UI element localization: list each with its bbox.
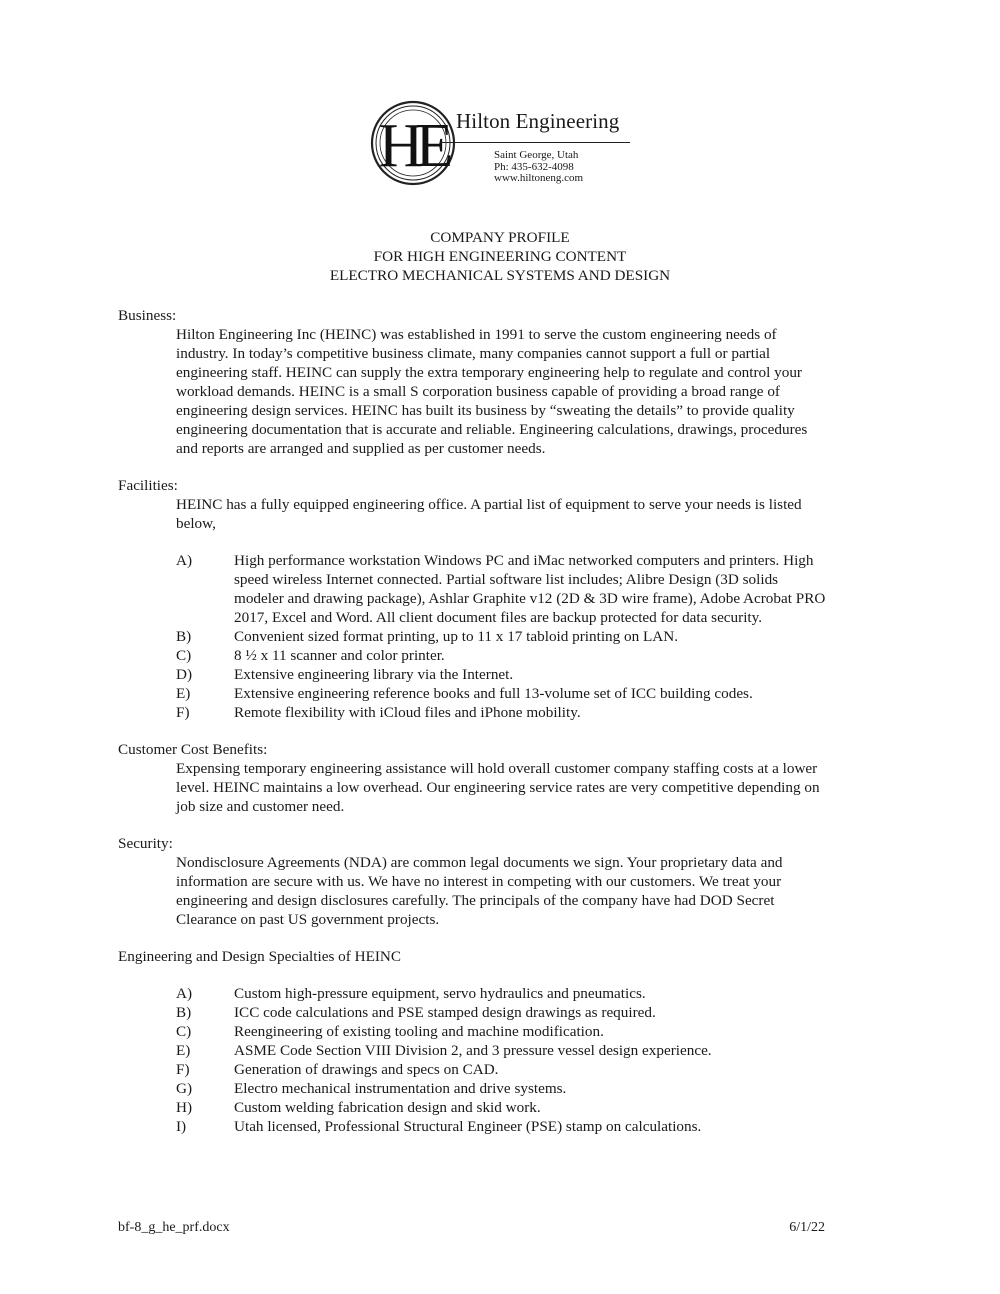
title-line: COMPANY PROFILE <box>430 229 570 246</box>
list-item-text: ICC code calculations and PSE stamped design drawings as required. <box>234 1004 656 1021</box>
list-item <box>176 1022 888 1041</box>
list-letter: A) <box>176 552 193 569</box>
list-letter: I) <box>176 1118 187 1135</box>
business-paragraph <box>176 325 888 458</box>
footer-date: 6/1/22 <box>789 1220 825 1235</box>
list-item-text: Custom welding fabrication design and skid work. <box>234 1099 541 1116</box>
list-item <box>176 1098 888 1117</box>
list-item <box>176 627 888 646</box>
footer-filename: bf-8_g_he_prf.docx <box>118 1220 230 1235</box>
list-letter: B) <box>176 628 192 645</box>
text-line: speed wireless Internet connected. Partial software list includes; Alibre Design (3D solids <box>234 571 779 588</box>
list-item <box>176 1079 888 1098</box>
text-line: engineering and design disclosures carefully. The principals of the company have had DOD Secret <box>176 892 775 909</box>
text-line: engineering documentation that is accurate and reliable. Engineering calculations, drawings, procedures <box>176 421 808 438</box>
text-line: Expensing temporary engineering assistance will hold overall customer company staffing costs at a lower <box>176 760 818 777</box>
letterhead <box>368 96 638 191</box>
list-item <box>176 684 888 703</box>
facilities-list <box>118 551 888 722</box>
list-item <box>176 551 888 627</box>
cost-benefits-paragraph <box>176 759 888 816</box>
text-line: HEINC has a fully equipped engineering office. A partial list of equipment to serve your needs is listed <box>176 496 802 513</box>
text-line: job size and customer need. <box>176 798 345 815</box>
list-item <box>176 1117 888 1136</box>
text-line: Clearance on past US government projects. <box>176 911 440 928</box>
list-item-text <box>234 551 888 627</box>
company-name: Hilton Engineering <box>456 109 620 133</box>
list-item-text: Generation of drawings and specs on CAD. <box>234 1061 499 1078</box>
text-line: Nondisclosure Agreements (NDA) are common legal documents we sign. Your proprietary data and <box>176 854 783 871</box>
facilities-heading: Facilities: <box>118 477 178 494</box>
list-letter: F) <box>176 704 190 721</box>
list-item-text: Convenient sized format printing, up to 11 x 17 tabloid printing on LAN. <box>234 628 679 645</box>
list-letter: D) <box>176 666 193 683</box>
letterhead-rule <box>440 142 630 143</box>
text-line: Hilton Engineering Inc (HEINC) was established in 1991 to serve the custom engineering needs of <box>176 326 777 343</box>
specialties-heading: Engineering and Design Specialties of HEINC <box>118 948 402 965</box>
specialties-list <box>118 984 888 1136</box>
list-item <box>176 984 888 1003</box>
security-paragraph <box>176 853 888 929</box>
text-line: level. HEINC maintains a low overhead. Our engineering service rates are very competitive depending on <box>176 779 820 796</box>
text-line: modeler and drawing package), Ashlar Graphite v12 (2D & 3D wire frame), Adobe Acrobat PRO <box>234 590 826 607</box>
list-item <box>176 703 888 722</box>
list-item-text: Reengineering of existing tooling and machine modification. <box>234 1023 604 1040</box>
text-line: 2017, Excel and Word. All client document files are backup protected for data security. <box>234 609 763 626</box>
contact-phone: Ph: 435-632-4098 <box>494 160 574 173</box>
contact-city: Saint George, Utah <box>494 149 579 161</box>
list-letter: E) <box>176 685 191 702</box>
text-line: information are secure with us. We have no interest in competing with our customers. We treat your <box>176 873 782 890</box>
list-item <box>176 1041 888 1060</box>
list-item-text: Custom high-pressure equipment, servo hydraulics and pneumatics. <box>234 985 646 1002</box>
title-line: ELECTRO MECHANICAL SYSTEMS AND DESIGN <box>329 267 671 284</box>
document-title <box>0 228 1000 285</box>
list-letter: C) <box>176 1023 192 1040</box>
text-line: below, <box>176 515 216 532</box>
logo-letters: HE <box>378 112 446 180</box>
list-item-text: Electro mechanical instrumentation and drive systems. <box>234 1080 567 1097</box>
text-line: engineering staff. HEINC can supply the extra temporary engineering help to regulate and control your <box>176 364 802 381</box>
list-item <box>176 1060 888 1079</box>
text-line: engineering design services. HEINC has built its business by “sweating the details” to provide quality <box>176 402 795 419</box>
list-item <box>176 646 888 665</box>
business-heading: Business: <box>118 307 177 324</box>
text-line: and reports are arranged and supplied as per customer needs. <box>176 440 546 457</box>
document-body <box>118 306 888 1136</box>
list-item-text: Utah licensed, Professional Structural Engineer (PSE) stamp on calculations. <box>234 1118 702 1135</box>
facilities-paragraph <box>176 495 888 533</box>
company-logo <box>368 96 458 191</box>
list-letter: B) <box>176 1004 192 1021</box>
list-letter: G) <box>176 1080 193 1097</box>
title-line: FOR HIGH ENGINEERING CONTENT <box>373 248 627 265</box>
text-line: workload demands. HEINC is a small S corporation business capable of providing a broad range of <box>176 383 780 400</box>
list-letter: A) <box>176 985 193 1002</box>
list-letter: H) <box>176 1099 193 1116</box>
list-item-text: Remote flexibility with iCloud files and iPhone mobility. <box>234 704 581 721</box>
text-line: industry. In today’s competitive business climate, many companies cannot support a full or partial <box>176 345 771 362</box>
list-item-text: 8 ½ x 11 scanner and color printer. <box>234 647 445 664</box>
list-item-text: Extensive engineering reference books and full 13-volume set of ICC building codes. <box>234 685 753 702</box>
list-letter: C) <box>176 647 192 664</box>
list-letter: F) <box>176 1061 190 1078</box>
list-item-text: Extensive engineering library via the Internet. <box>234 666 514 683</box>
contact-block <box>494 150 583 185</box>
list-item <box>176 665 888 684</box>
list-item-text: ASME Code Section VIII Division 2, and 3 pressure vessel design experience. <box>234 1042 712 1059</box>
security-heading: Security: <box>118 835 173 852</box>
contact-website[interactable]: www.hiltoneng.com <box>494 172 584 184</box>
list-letter: E) <box>176 1042 191 1059</box>
list-item <box>176 1003 888 1022</box>
cost-benefits-heading: Customer Cost Benefits: <box>118 741 268 758</box>
text-line: High performance workstation Windows PC and iMac networked computers and printers. High <box>234 552 814 569</box>
